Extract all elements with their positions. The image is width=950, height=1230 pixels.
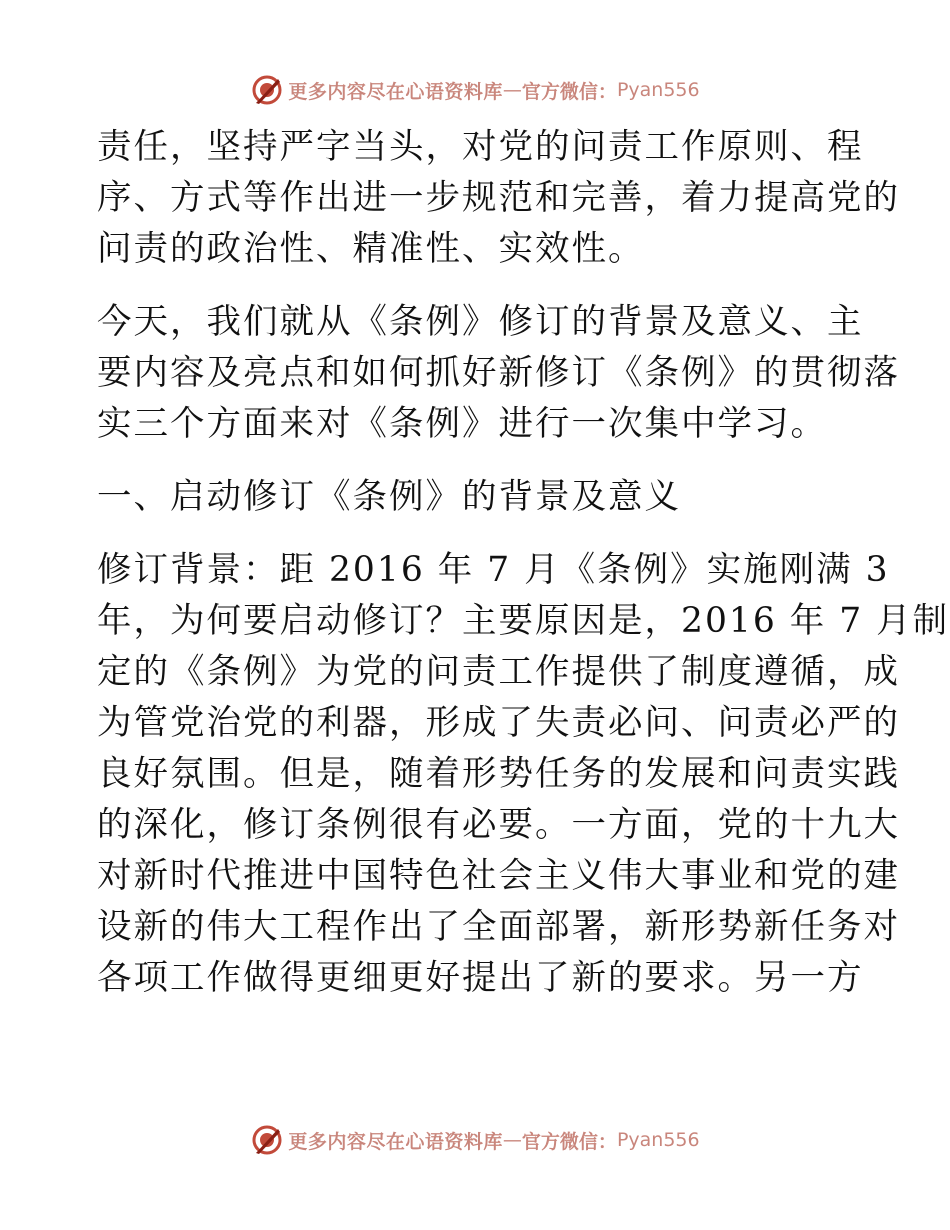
footer-wechat-id: Pyan556 — [616, 1129, 700, 1151]
text-line: 实三个方面来对《条例》进行一次集中学习。 — [97, 404, 827, 444]
header-banner — [0, 70, 950, 110]
paragraph-3 — [97, 545, 950, 1004]
text-line: 责任，坚持严字当头，对党的问责工作原则、程 — [97, 127, 864, 167]
text-line: 为管党治党的利器，形成了失责必问、问责必严的 — [97, 703, 900, 743]
header-promo-text: 更多内容尽在心语资料库 — [288, 80, 503, 103]
text-line: 定的《条例》为党的问责工作提供了制度遵循，成 — [97, 652, 900, 692]
footer-banner — [0, 1120, 950, 1160]
text-line: 良好氛围。但是，随着形势任务的发展和问责实践 — [97, 754, 900, 794]
quill-logo-icon — [250, 73, 284, 107]
header-wechat-id: Pyan556 — [616, 79, 700, 101]
text-line: 设新的伟大工程作出了全面部署，新形势新任务对 — [97, 907, 900, 947]
text-line: 各项工作做得更细更好提出了新的要求。另一方 — [97, 958, 864, 998]
document-body — [97, 122, 950, 1004]
paragraph-2 — [97, 297, 900, 450]
text-line: 今天，我们就从《条例》修订的背景及意义、主 — [97, 302, 864, 342]
text-line: 问责的政治性、精准性、实效性。 — [97, 229, 645, 269]
footer-promo-text: 更多内容尽在心语资料库 — [288, 1130, 503, 1153]
footer-separator: — — [502, 1129, 522, 1151]
text-line: 的深化，修订条例很有必要。一方面，党的十九大 — [97, 805, 900, 845]
quill-logo-icon — [250, 1123, 284, 1157]
section-heading: 一、启动修订《条例》的背景及意义 — [97, 477, 681, 517]
paragraph-1 — [97, 122, 900, 275]
text-line: 对新时代推进中国特色社会主义伟大事业和党的建 — [97, 856, 900, 896]
header-wechat-label: 官方微信： — [521, 80, 617, 103]
text-line: 要内容及亮点和如何抓好新修订《条例》的贯彻落 — [97, 353, 900, 393]
text-line: 年，为何要启动修订？主要原因是，2016 年 7 月制 — [97, 601, 950, 641]
text-line: 序、方式等作出进一步规范和完善，着力提高党的 — [97, 178, 900, 218]
text-line: 修订背景：距 2016 年 7 月《条例》实施刚满 3 — [97, 550, 890, 590]
footer-wechat-label: 官方微信： — [521, 1130, 617, 1153]
header-separator: — — [502, 79, 522, 101]
